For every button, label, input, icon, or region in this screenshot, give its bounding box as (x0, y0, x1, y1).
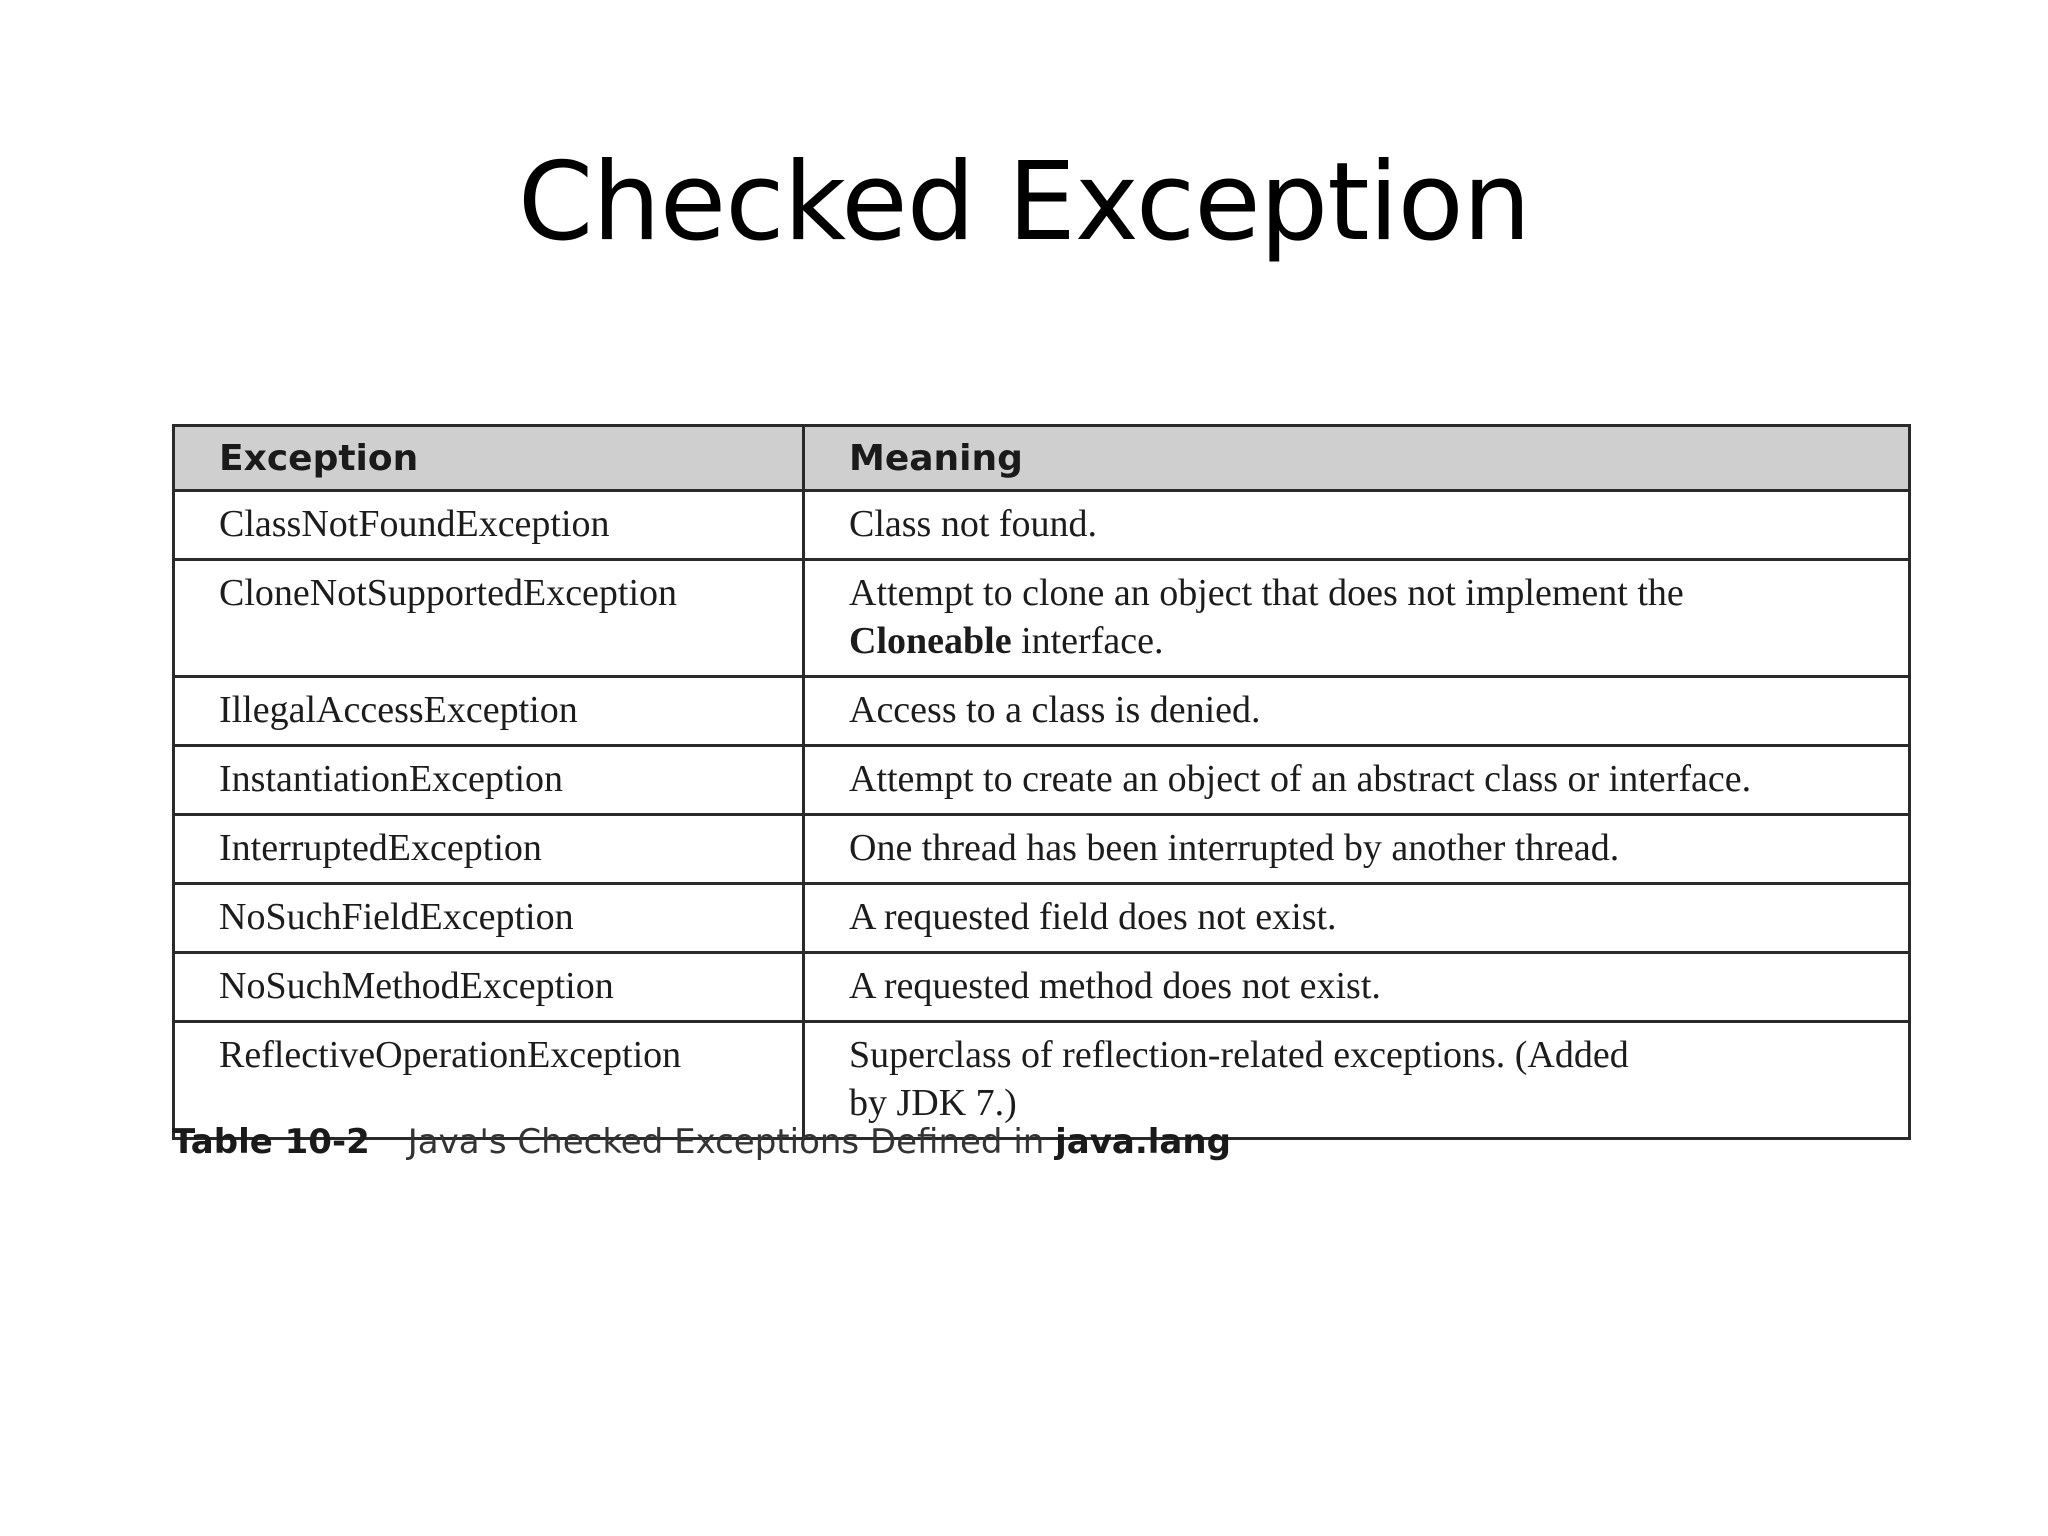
exception-cell: ReflectiveOperationException (174, 1022, 804, 1139)
meaning-cell: Class not found. (804, 491, 1910, 560)
exception-cell: NoSuchMethodException (174, 953, 804, 1022)
column-header-exception: Exception (174, 426, 804, 491)
meaning-cell: Attempt to create an object of an abstract class or interface. (804, 746, 1910, 815)
meaning-cell (804, 1022, 1910, 1139)
exception-cell: InstantiationException (174, 746, 804, 815)
meaning-text: interface. (1021, 620, 1164, 662)
exceptions-table-container (172, 424, 1908, 1140)
exception-cell: ClassNotFoundException (174, 491, 804, 560)
table-header-row (174, 426, 1910, 491)
caption-text: Java's Checked Exceptions Defined in (407, 1122, 1045, 1162)
exception-cell: NoSuchFieldException (174, 884, 804, 953)
table-row (174, 746, 1910, 815)
table-row (174, 560, 1910, 677)
meaning-cell (804, 560, 1910, 677)
exceptions-table (172, 424, 1911, 1140)
meaning-text: Attempt to clone an object that does not implement the (849, 572, 1684, 614)
caption-package: java.lang (1055, 1122, 1231, 1162)
table-row (174, 884, 1910, 953)
exception-cell: CloneNotSupportedException (174, 560, 804, 677)
table-row (174, 953, 1910, 1022)
column-header-meaning: Meaning (804, 426, 1910, 491)
table-row (174, 1022, 1910, 1139)
meaning-cell: A requested field does not exist. (804, 884, 1910, 953)
table-caption (172, 1122, 1231, 1162)
exception-cell: InterruptedException (174, 815, 804, 884)
table-row (174, 815, 1910, 884)
meaning-cell: One thread has been interrupted by another thread. (804, 815, 1910, 884)
meaning-bold-term: Cloneable (849, 620, 1012, 662)
meaning-text: by JDK 7.) (849, 1082, 1017, 1124)
exception-cell: IllegalAccessException (174, 677, 804, 746)
slide-title: Checked Exception (517, 140, 1531, 265)
meaning-cell: Access to a class is denied. (804, 677, 1910, 746)
meaning-text: Superclass of reflection-related exceptions. (Added (849, 1034, 1629, 1076)
table-row (174, 491, 1910, 560)
table-row (174, 677, 1910, 746)
table-number: Table 10-2 (172, 1122, 370, 1162)
meaning-cell: A requested method does not exist. (804, 953, 1910, 1022)
